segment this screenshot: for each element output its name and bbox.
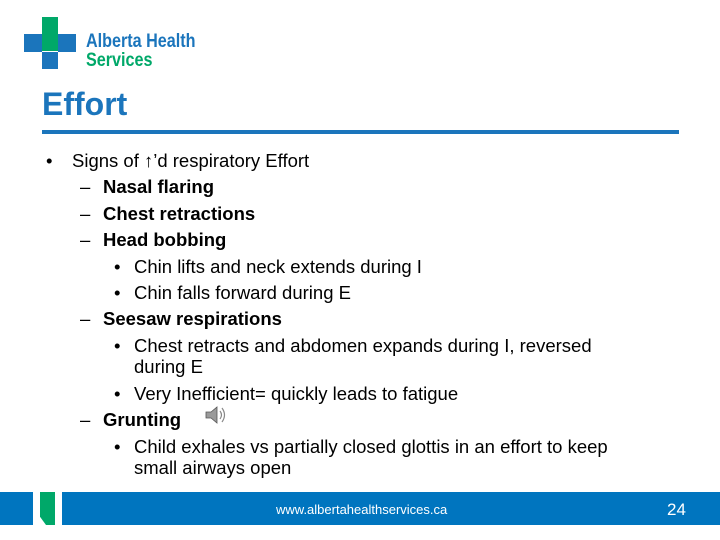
- bullet-nasal: Nasal flaring: [103, 176, 215, 197]
- dash: –: [80, 176, 91, 197]
- bullet-marker: •: [114, 282, 121, 303]
- logo-cross-bottom: [42, 52, 58, 69]
- bullet-seesaw-1: Chest retracts and abdomen expands during I, reversed: [134, 335, 592, 356]
- logo-cross-left: [24, 34, 42, 52]
- bullet-marker: •: [114, 256, 121, 277]
- bullet-head: Head bobbing: [103, 229, 227, 250]
- dash: –: [80, 229, 91, 250]
- footer-bar: [0, 492, 720, 525]
- logo-line1: Alberta Health: [86, 31, 196, 52]
- bullet-head-2: Chin falls forward during E: [134, 282, 351, 303]
- bullet-seesaw-2: Very Inefficient= quickly leads to fatigue: [134, 383, 459, 404]
- bullet-seesaw-1-cont: during E: [134, 356, 203, 377]
- title-rule: [42, 130, 679, 134]
- bullet-head-1: Chin lifts and neck extends during I: [134, 256, 422, 277]
- footer-url[interactable]: www.albertahealthservices.ca: [276, 502, 448, 517]
- footer-green-mark: [40, 492, 55, 525]
- dash: –: [80, 409, 91, 430]
- page-number: 24: [667, 500, 686, 519]
- bullet-signs: Signs of ↑’d respiratory Effort: [72, 150, 310, 171]
- footer-block-left: [0, 492, 33, 525]
- dash: –: [80, 308, 91, 329]
- dash: –: [80, 203, 91, 224]
- bullet-marker: •: [114, 335, 121, 356]
- logo-line2: Services: [86, 50, 153, 71]
- bullet-grunting-1: Child exhales vs partially closed glottis in an effort to keep: [134, 436, 608, 457]
- slide-title: Effort: [42, 86, 128, 122]
- bullet-chest: Chest retractions: [103, 203, 256, 224]
- speaker-icon[interactable]: [204, 404, 228, 426]
- logo-cross-right: [58, 34, 76, 52]
- bullet-marker: •: [114, 383, 121, 404]
- bullet-seesaw: Seesaw respirations: [103, 308, 282, 329]
- bullet-grunting: Grunting: [103, 409, 182, 430]
- logo-cross-top: [42, 17, 58, 51]
- bullet-grunting-1-cont: small airways open: [134, 457, 292, 478]
- bullet-marker: •: [114, 436, 121, 457]
- bullet-marker: •: [46, 150, 53, 171]
